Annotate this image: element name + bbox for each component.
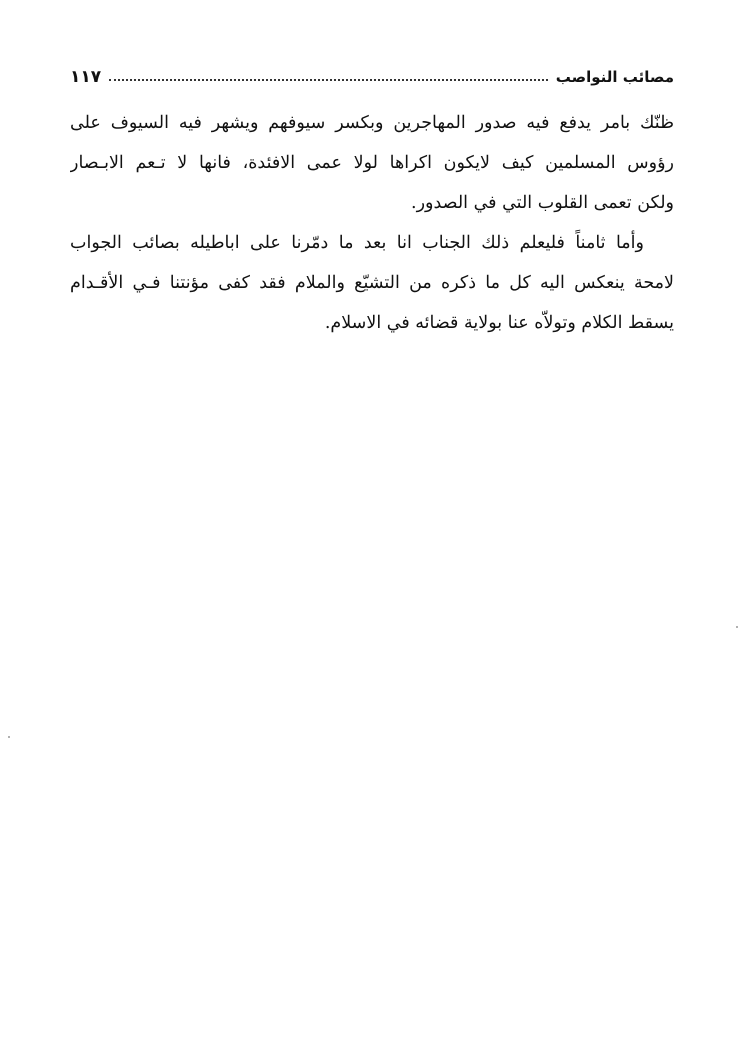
scan-speck — [736, 626, 738, 628]
dotted-leader — [109, 79, 548, 81]
running-title: مصائب النواصب — [555, 68, 674, 86]
text-line: ولكن تعمى القلوب التي في الصدور. — [411, 193, 674, 213]
text-line: ظنّك بامر يدفع فيه صدور المهاجرين وبكسر سيوفهم ويشهر فيه السيوف على — [70, 113, 674, 133]
paragraph-2 — [70, 223, 674, 343]
body-text — [70, 103, 674, 343]
scan-speck — [8, 736, 10, 738]
running-header — [70, 64, 674, 90]
text-line: يسقط الكلام وتولاّه عنا بولاية قضائه في الاسلام. — [324, 313, 674, 333]
text-line: وأما ثامناً فليعلم ذلك الجناب انا بعد ما دمّرنا على اباطيله بصائب الجواب — [70, 233, 644, 253]
paragraph-1 — [70, 103, 674, 223]
page-number: ١١٧ — [70, 67, 102, 87]
text-line: لامحة ينعكس اليه كل ما ذكره من التشيّع والملام فقد كفى مؤنتنا فـي الأقـدام — [70, 273, 674, 293]
text-line: رؤوس المسلمين كيف لايكون اكراها لولا عمى الافئدة، فانها لا تـعم الابـصار — [70, 153, 674, 173]
